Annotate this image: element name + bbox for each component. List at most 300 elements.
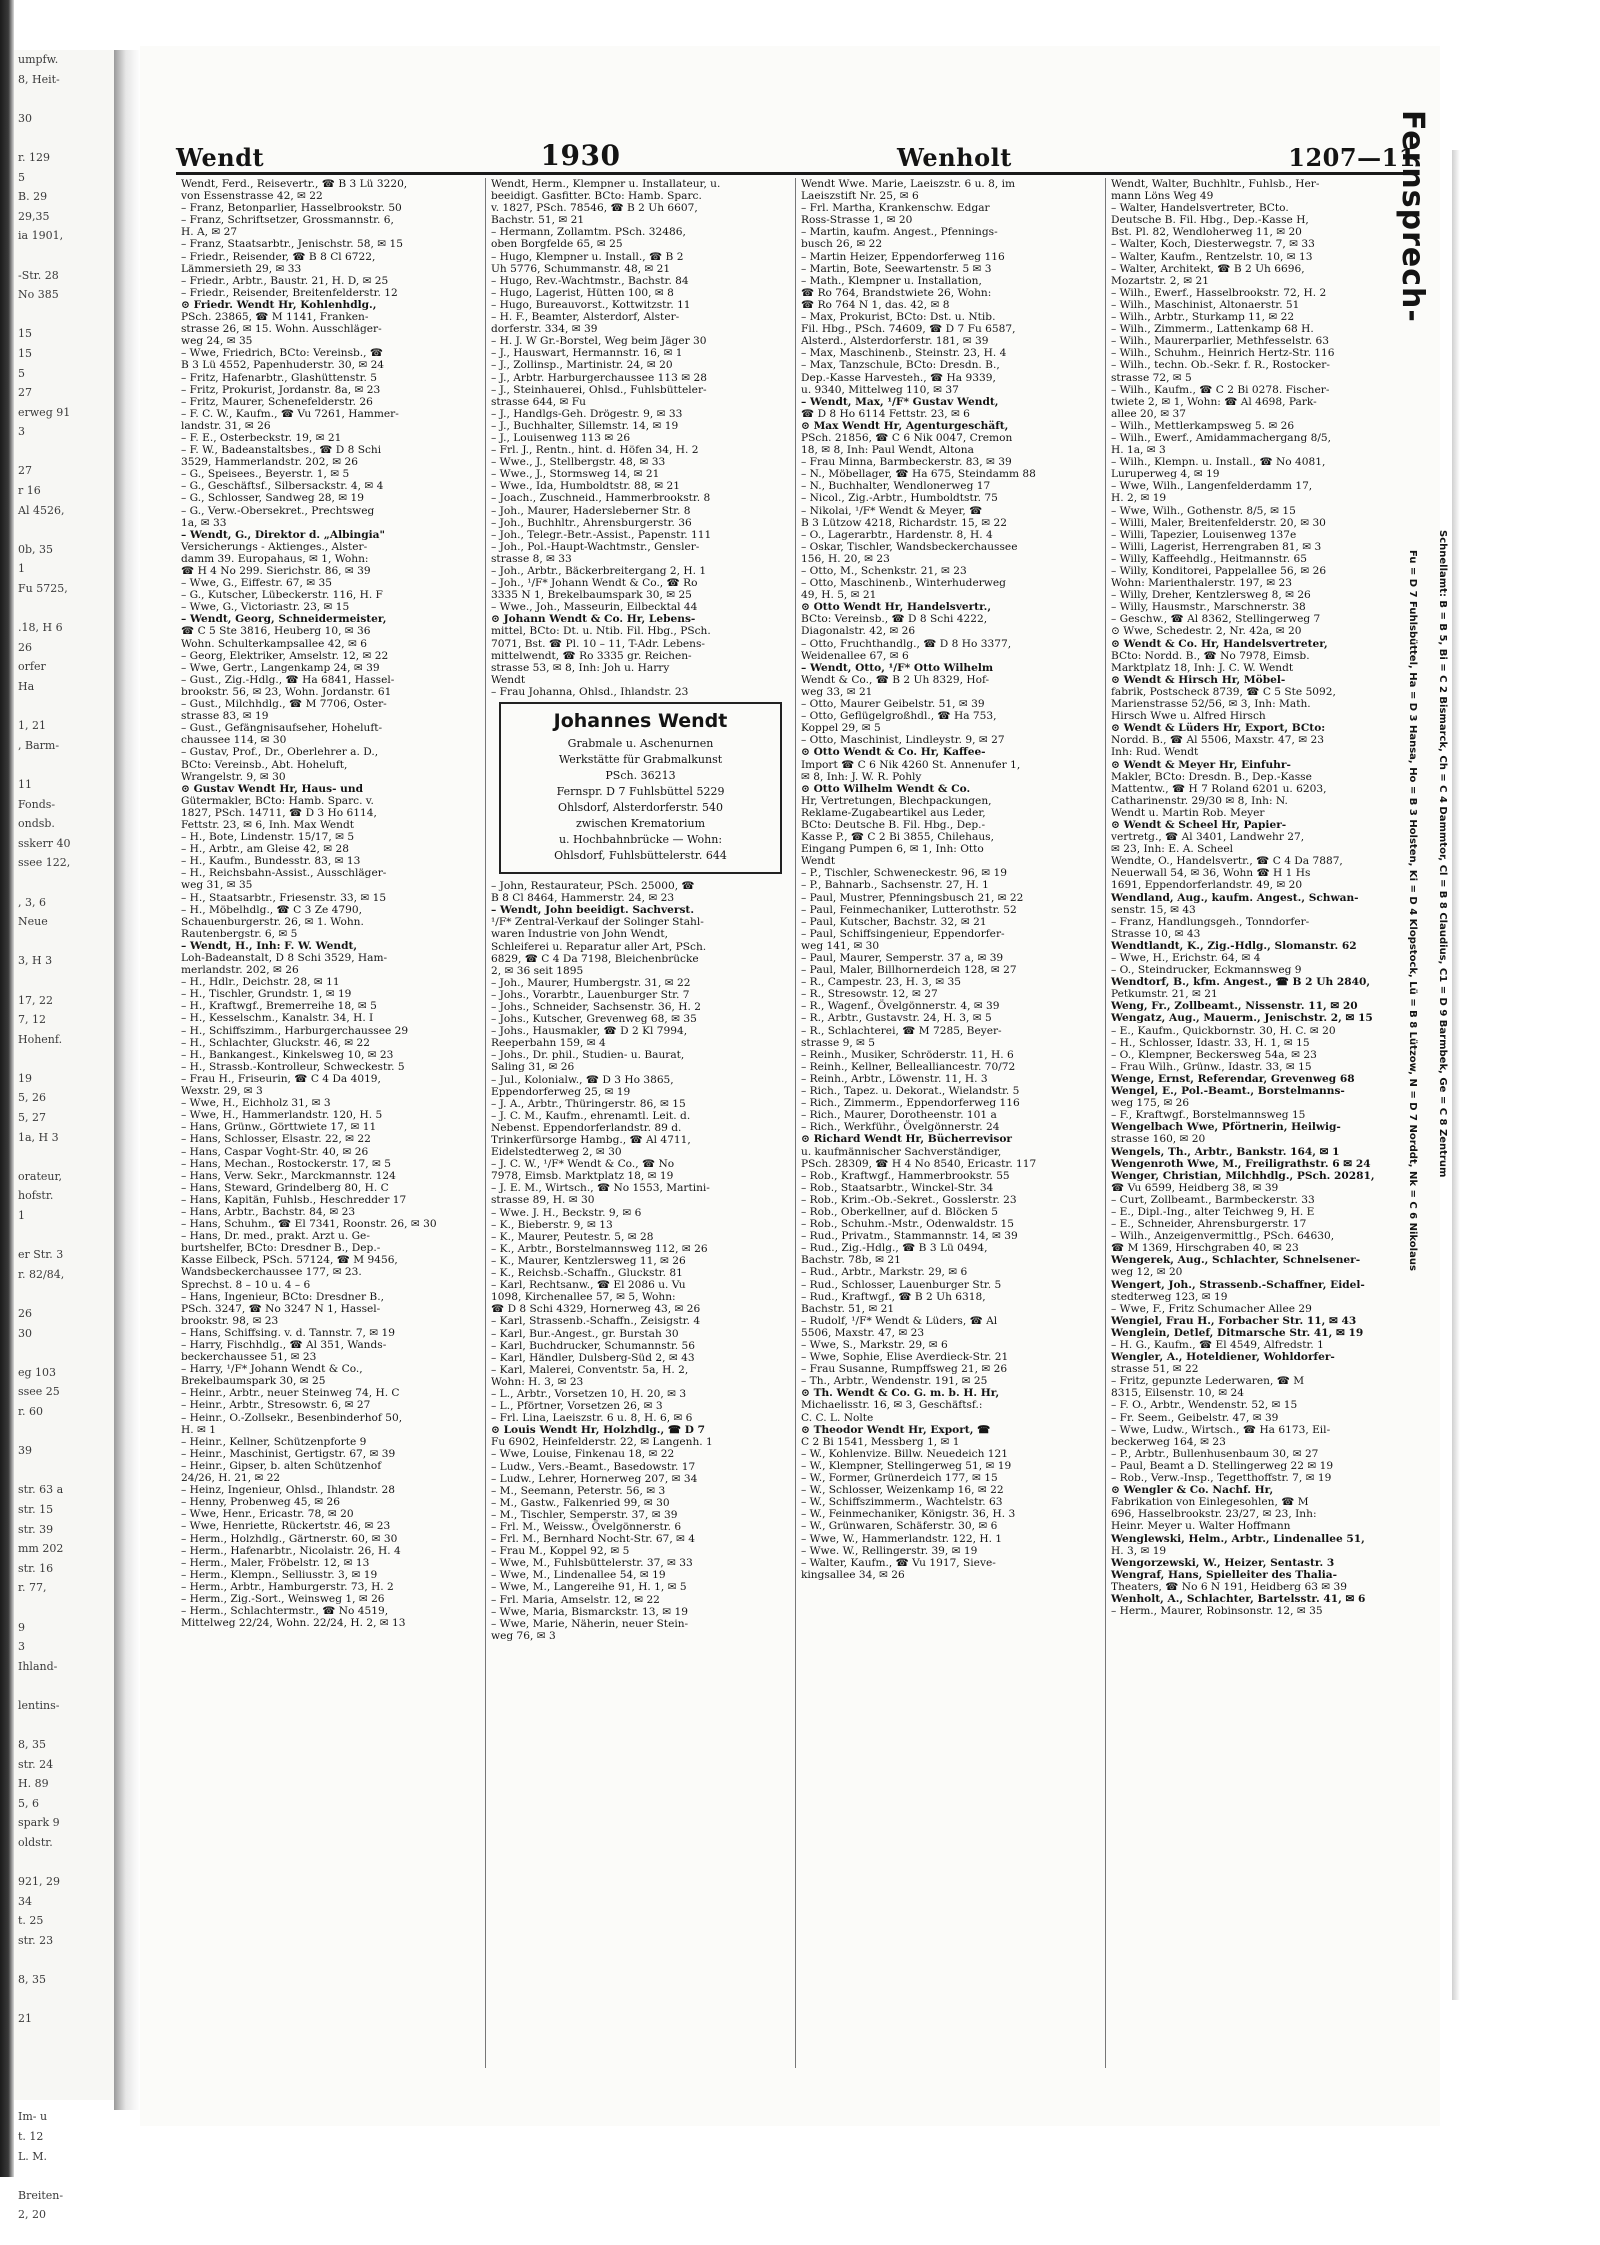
directory-entry: – Johs., Schneider, Sachsenstr. 36, H. 2: [491, 1000, 701, 1013]
directory-entry: brookstr. 56, ✉ 23, Wohn. Jordanstr. 61: [181, 685, 392, 698]
directory-entry: 8315, Eilsenstr. 10, ✉ 24: [1111, 1387, 1245, 1400]
directory-entry: Reeperbahn 159, ✉ 4: [491, 1037, 606, 1050]
previous-page-fragment: 3: [18, 1640, 25, 1654]
directory-entry: Hr, Vertretungen, Blechpackungen,: [801, 794, 992, 807]
directory-entry: busch 26, ✉ 22: [801, 238, 883, 251]
directory-entry: Schleiferei u. Reparatur aller Art, PSch.: [491, 940, 707, 953]
directory-entry: weg 33, ✉ 21: [801, 685, 873, 698]
directory-entry: – Nikolai, ¹/F* Wendt & Meyer, ☎: [801, 504, 983, 517]
directory-entry: – N., Möbellager, ☎ Ha 675, Steindamm 88: [801, 468, 1036, 481]
directory-entry: – Heinz, Ingenieur, Ohlsd., Ihlandstr. 28: [181, 1484, 396, 1497]
directory-entry: Wendt Wwe. Marie, Laeiszstr. 6 u. 8, im: [801, 178, 1016, 190]
directory-entry: – Hugo, Bureauvorst., Kottwitzstr. 11: [491, 298, 691, 311]
directory-entry-highlight: Wengler, A., Hoteldiener, Wohldorfer-: [1111, 1351, 1335, 1364]
directory-entry: – M., Gastw., Falkenried 99, ✉ 30: [491, 1496, 670, 1509]
directory-entry: – Wwe, G., Victoriastr. 23, ✉ 15: [181, 601, 350, 614]
directory-entry: – Paul, Feinmechaniker, Lutterothstr. 52: [801, 903, 1017, 916]
previous-page-fragment: , 3, 6: [18, 895, 46, 909]
previous-page-fragment: ssee 25: [18, 1385, 60, 1399]
previous-page-fragment: [14, 1343, 114, 1363]
directory-entry: – Max, Tanzschule, BCto: Dresdn. B.,: [801, 359, 1000, 372]
previous-page-fragment: str. 15: [18, 1502, 54, 1516]
directory-entry: vertretg., ☎ Al 3401, Landwehr 27,: [1111, 831, 1305, 844]
directory-entry-highlight: Wendtlandt, K., Zig.-Hdlg., Slomanstr. 62: [1111, 939, 1357, 952]
directory-entry: – M., Seemann, Peterstr. 56, ✉ 3: [491, 1484, 666, 1497]
directory-entry: 156, H. 20, ✉ 23: [801, 552, 890, 565]
directory-entry: Kasse P., ☎ C 2 Bi 3855, Chilehaus,: [801, 831, 994, 844]
directory-entry: – Martin, Bote, Seewartenstr. 5 ✉ 3: [801, 262, 992, 275]
previous-page-fragment: No 385: [18, 288, 59, 302]
directory-entry: – Ludw., Vers.-Beamt., Basedowstr. 17: [491, 1460, 696, 1473]
directory-entry: 7071, Bst. ☎ Pl. 10 – 11, T-Adr. Lebens-: [491, 637, 705, 650]
directory-entry: – Franz, Schriftsetzer, Grossmannstr. 6,: [181, 214, 394, 227]
directory-entry: – Rich., Maurer, Dorotheenstr. 101 a: [801, 1109, 997, 1122]
directory-entry: – R., Schlachterei, ☎ M 7285, Beyer-: [801, 1024, 1002, 1037]
directory-entry-highlight: Wendtorf, B., kfm. Angest., ☎ B 2 Uh 2840,: [1111, 976, 1371, 989]
directory-entry: – H., Strassb.-Kontrolleur, Schweckestr. 5: [181, 1060, 405, 1073]
directory-entry: – F. W., Badeanstaltsbes., ☎ D 8 Schi: [181, 444, 382, 457]
directory-entry: – Reinh., Musiker, Schröderstr. 11, H. 6: [801, 1048, 1014, 1061]
directory-entry: Neuerwall 54, ✉ 36, Wohn ☎ H 1 Hs: [1111, 867, 1311, 880]
advertisement-line: Werkstätte für Grabmalkunst: [558, 753, 723, 767]
directory-entry: 5506, Maxstr. 47, ✉ 23: [801, 1326, 925, 1339]
previous-page-fragment: 9: [18, 1620, 25, 1634]
directory-entry: – Karl, Strassenb.-Schaffn., Zeisigstr. 4: [491, 1315, 701, 1328]
directory-entry: Mittelweg 22/24, Wohn. 22/24, H. 2, ✉ 13: [181, 1617, 406, 1630]
previous-page-fragment: 0b, 35: [18, 542, 54, 556]
directory-entry: Nebenst. Eppendorferlandstr. 89 d.: [491, 1121, 682, 1134]
previous-page-fragment: 7, 12: [18, 1013, 46, 1027]
directory-entry: – Wilh., Kaufm., ☎ C 2 Bi 0278. Fischer-: [1111, 383, 1330, 396]
directory-entry: 49, H. 5, ✉ 21: [801, 589, 877, 602]
directory-entry: – Hugo, Klempner u. Install., ☎ B 2: [491, 250, 684, 263]
directory-entry: PSch. 23865, ☎ M 1141, Franken-: [181, 311, 369, 324]
directory-entry: – Rud., Kraftwgf., ☎ B 2 Uh 6318,: [801, 1290, 986, 1303]
directory-entry: BCto: Vereinsb., Abt. Hoheluft,: [181, 758, 348, 771]
directory-entry: – M., Tischler, Semperstr. 37, ✉ 39: [491, 1508, 678, 1521]
previous-page-fragment: [14, 520, 114, 540]
directory-entry: Wendt u. Martin Rob. Meyer: [1111, 806, 1265, 819]
directory-entry: – Otto, M., Schenkstr. 21, ✉ 23: [801, 565, 967, 577]
directory-entry: Sprechst. 8 – 10 u. 4 – 6: [181, 1278, 311, 1291]
directory-entry: Eidelstedterweg 2, ✉ 30: [491, 1146, 622, 1159]
directory-entry-highlight: – Wendt, H., Inh: F. W. Wendt,: [181, 939, 358, 952]
directory-entry: 3335 N 1, Brekelbaumspark 30, ✉ 25: [491, 589, 692, 602]
directory-entry: Diagonalstr. 42, ✉ 26: [801, 625, 916, 638]
directory-entry: – Joh., Maurer, Humbergstr. 31, ✉ 22: [491, 976, 691, 989]
directory-entry: – Wwe, M., Fuhlsbüttelerstr. 37, ✉ 33: [491, 1557, 693, 1570]
directory-entry: – Gust., Milchhdlg., ☎ M 7706, Oster-: [181, 698, 387, 711]
directory-entry: ☎ D 8 Ho 6114 Fettstr. 23, ✉ 6: [801, 407, 970, 420]
previous-page-fragment: [14, 1598, 114, 1618]
directory-entry: Hirsch Wwe u. Alfred Hirsch: [1111, 710, 1266, 723]
previous-page-fragment: Hohenf.: [18, 1032, 63, 1046]
previous-page-fragment: [14, 305, 114, 325]
advertisement-line: PSch. 36213: [605, 769, 676, 783]
side-exchange-list-b: Schnellamt: B = B 5, Bi = C 2 Bismarck, Ch = C 4 Dammtor, Cl = B 8 Claudius, C1 = D 9 Barmbek, Ge = C 8 Zentrum: [1437, 530, 1448, 1178]
scan-gutter: [0, 0, 14, 2177]
directory-entry: – Karl, Bur.-Angest., gr. Burstah 30: [491, 1327, 679, 1340]
previous-page-fragment: 1a, H 3: [18, 1130, 59, 1144]
directory-entry: Makler, BCto: Dresdn. B., Dep.-Kasse: [1111, 770, 1312, 783]
directory-entry: Wandsbeckerchaussee 177, ✉ 23.: [181, 1266, 362, 1279]
directory-entry: – O., Lagerarbtr., Hardenstr. 8, H. 4: [801, 528, 993, 541]
directory-entry: beckerchaussee 51, ✉ 23: [181, 1351, 317, 1364]
directory-entry: – Frau Minna, Barmbeckerstr. 83, ✉ 39: [801, 456, 1012, 469]
directory-entry: – Wilh., Arbtr., Sturkamp 11, ✉ 22: [1111, 311, 1295, 324]
directory-entry: ☎ H 4 No 299. Sierichstr. 86, ✉ 39: [181, 565, 371, 577]
directory-entry: – Wwe, Friedrich, BCto: Vereinsb., ☎: [181, 347, 384, 360]
previous-page-fragment: H. 89: [18, 1777, 49, 1791]
directory-entry: weg 24, ✉ 35: [181, 335, 253, 348]
directory-entry: – H., Kaufm., Bundesstr. 83, ✉ 13: [181, 855, 361, 868]
directory-entry: brookstr. 98, ✉ 23: [181, 1314, 279, 1327]
directory-entry: – Paul, Beamt a D. Stellingerweg 22 ✉ 19: [1111, 1459, 1334, 1472]
directory-entry: – Wwe, Wilh., Langenfelderdamm 17,: [1111, 480, 1313, 493]
directory-entry: Wexstr. 29, ✉ 3: [181, 1085, 263, 1098]
directory-entry: – Otto, Geflügelgroßhdl., ☎ Ha 753,: [801, 710, 997, 723]
previous-page-fragment: ondsb.: [18, 817, 55, 831]
directory-entry: PSch. 21856, ☎ C 6 Nik 0047, Cremon: [801, 431, 1013, 444]
previous-page-fragment: 8, 35: [18, 1738, 46, 1752]
directory-entry: – Wilh., Maurerparlier, Methfesselstr. 63: [1111, 335, 1330, 348]
previous-page-fragment: [14, 755, 114, 775]
directory-entry: Eingang Pumpen 6, ✉ 1, Inh: Otto: [801, 843, 984, 856]
directory-entry: 3529, Hammerlandstr. 202, ✉ 26: [181, 456, 358, 469]
directory-entry: – Gust., Gefängnisaufseher, Hoheluft-: [181, 722, 383, 735]
previous-page-fragment: 29⁠,⁠35: [18, 209, 50, 223]
directory-entry: – Franz, Staatsarbtr., Jenischstr. 58, ✉ 15: [181, 238, 403, 251]
advertisement-box: [499, 702, 782, 874]
directory-entry: – Gustav, Prof., Dr., Oberlehrer a. D.,: [181, 746, 379, 759]
directory-entry: – W., Kohlenvize. Billw. Neuedeich 121: [801, 1447, 1008, 1460]
previous-page-fragment: t. 12: [18, 2129, 44, 2143]
previous-page-fragment: r. 60: [18, 1404, 44, 1418]
previous-page-fragment: 5, 6: [18, 1796, 39, 1810]
directory-entry: Trinkerfürsorge Hambg., ☎ Al 4711,: [491, 1134, 691, 1146]
previous-page-fragment: Fonds-: [18, 797, 56, 811]
directory-entry: – R., Stresowstr. 12, ✉ 27: [801, 988, 938, 1001]
directory-entry: – Wilh., Klempn. u. Install., ☎ No 4081,: [1111, 456, 1326, 469]
directory-entry: – W., Schlosser, Weizenkamp 16, ✉ 22: [801, 1484, 1004, 1497]
directory-entry: – Curt, Zollbeamt., Barmbeckerstr. 33: [1111, 1193, 1315, 1206]
directory-entry: Reklame-Zugabeartikel aus Leder,: [801, 806, 986, 819]
directory-entry: – N., Buchhalter, Wendlonerweg 17: [801, 480, 991, 493]
directory-entry: – W., Schiffszimmerm., Wachtelstr. 63: [801, 1496, 1003, 1509]
directory-entry: 2, ✉ 36 seit 1895: [491, 964, 584, 977]
directory-entry: waren Industrie von John Wendt,: [491, 928, 669, 941]
directory-entry: – Frl. Maria, Amselstr. 12, ✉ 22: [491, 1593, 660, 1606]
previous-page-fragment: 1: [18, 1209, 25, 1223]
book-binding: [114, 50, 140, 2110]
directory-entry: weg 31, ✉ 35: [181, 879, 253, 892]
previous-page-fragment: orateur,: [18, 1169, 62, 1183]
directory-entry-highlight: Wengels, Th., Arbtr., Bankstr. 164, ✉ 1: [1111, 1145, 1340, 1158]
directory-entry: strasse 644, ✉ Fu: [491, 395, 586, 408]
directory-entry: – Rich., Werkführ., Övelgönnerstr. 24: [801, 1121, 1000, 1134]
directory-entry: 1098, Kirchenallee 57, ✉ 5, Wohn:: [491, 1291, 676, 1304]
previous-page-fragment: r. 77,: [18, 1581, 47, 1595]
directory-entry: – Paul, Maler, Billhornerdeich 128, ✉ 27: [801, 964, 1017, 977]
previous-page-fragment: [14, 1715, 114, 1735]
directory-entry: – Walter, Kaufm., ☎ Vu 1917, Sieve-: [801, 1556, 996, 1569]
directory-entry: – Harry, Fischhdlg., ☎ Al 351, Wands-: [181, 1339, 387, 1351]
directory-entry: – W., Former, Grünerdeich 177, ✉ 15: [801, 1472, 998, 1485]
page-header: [176, 138, 1416, 175]
directory-entry: – Franz, Handlungsgeh., Tonndorfer-: [1111, 915, 1310, 928]
directory-entry: – Johs., Hausmakler, ☎ D 2 Kl 7994,: [491, 1025, 688, 1038]
directory-entry: – Hans, Grünw., Görttwiete 17, ✉ 11: [181, 1121, 377, 1134]
directory-entry: – Frau Johanna, Ohlsd., Ihlandstr. 23: [491, 685, 689, 698]
previous-page-fragment: oldstr.: [18, 1836, 53, 1850]
directory-entry: Petkumstr. 21, ✉ 21: [1111, 988, 1218, 1001]
directory-entry: – E., Dipl.-Ing., alter Teichweg 9, H. E: [1111, 1205, 1315, 1218]
previous-page-fragment: [14, 873, 114, 893]
directory-entry: – Joh., Pol.-Haupt-Wachtmstr., Gensler-: [491, 540, 700, 553]
directory-entry: – Oskar, Tischler, Wandsbeckerchaussee: [801, 540, 1018, 553]
directory-entry: weg 76, ✉ 3: [491, 1629, 556, 1642]
directory-entry: strasse 8, ✉ 33: [491, 552, 572, 565]
directory-entry: mittel, BCto: Dt. u. Ntib. Fil. Hbg., PSch.: [491, 625, 711, 638]
directory-entry: – Wwe. J. H., Beckstr. 9, ✉ 6: [491, 1206, 642, 1219]
directory-entry: – Fritz, gepunzte Lederwaren, ☎ M: [1111, 1375, 1305, 1388]
previous-page-fragment: 3, H 3: [18, 954, 53, 968]
previous-page-fragment: spark 9: [18, 1816, 60, 1830]
directory-entry: – R., Arbtr., Gustavstr. 24, H. 3, ✉ 5: [801, 1012, 992, 1025]
directory-entry: – Willi, Lagerist, Herrengraben 81, ✉ 3: [1111, 540, 1322, 553]
directory-entry: – Jul., Kolonialw., ☎ D 3 Ho 3865,: [491, 1073, 674, 1086]
directory-entry: – Henny, Probenweg 45, ✉ 26: [181, 1496, 340, 1509]
previous-page-fragment: [14, 2049, 114, 2069]
directory-entry: oben Borgfelde 65, ✉ 25: [491, 238, 623, 251]
directory-entry: – Friedr., Reisender, ☎ B 8 Cl 6722,: [181, 250, 376, 263]
directory-entry: – Wwe, S., Markstr. 29, ✉ 6: [801, 1339, 948, 1351]
directory-entry: – R., Wagenf., Övelgönnerstr. 4, ✉ 39: [801, 1000, 1000, 1013]
directory-entry: – G., Kutscher, Lübeckerstr. 116, H. F: [181, 589, 383, 602]
previous-page-fragment: 17, 22: [18, 993, 53, 1007]
previous-page-fragment: orfer: [18, 660, 46, 674]
directory-entry-highlight: Wengorzewski, W., Heizer, Sentastr. 3: [1111, 1556, 1335, 1569]
directory-entry: Dep.-Kasse Harvesteh., ☎ Ha 9339,: [801, 371, 996, 384]
directory-entry: – Nicol., Zig.-Arbtr., Humboldtstr. 75: [801, 492, 998, 505]
directory-entry: – Herm., Hafenarbtr., Nicolaistr. 26, H. 4: [181, 1544, 401, 1557]
directory-entry: von Essenstrasse 42, ✉ 22: [181, 190, 323, 203]
previous-page-fragment: [14, 89, 114, 109]
directory-entry: Wendt & Co., ☎ B 2 Uh 8329, Hof-: [801, 673, 990, 686]
directory-entry: strasse 89, H. ✉ 30: [491, 1194, 595, 1207]
directory-entry: – Rud., Privatm., Stammannstr. 14, ✉ 39: [801, 1230, 1018, 1243]
previous-page-fragment: ia 1901,: [18, 229, 64, 243]
directory-entry-highlight: Weng, Fr., Zollbeamt., Nissenstr. 11, ✉ 20: [1111, 1000, 1358, 1013]
directory-entry: – L., Pförtner, Vorsetzen 26, ✉ 3: [491, 1400, 663, 1413]
previous-page-fragment: 3: [18, 425, 25, 439]
directory-entry: Versicherungs - Aktienges., Alster-: [181, 540, 368, 553]
directory-entry: – Rob., Verw.-Insp., Tegetthoffstr. 7, ✉ 19: [1111, 1472, 1332, 1485]
directory-entry: chaussee 114, ✉ 30: [181, 734, 287, 747]
directory-entry-highlight: ⊙ Louis Wendt Hr, Holzhdlg., ☎ D 7: [491, 1424, 705, 1437]
directory-entry: – K., Reichsb.-Schaffn., Gluckstr. 81: [491, 1267, 683, 1280]
directory-entry: – Heinr., Kellner, Schützenpforte 9: [181, 1435, 367, 1448]
directory-entry: ☎ C 5 Ste 3816, Heuberg 10, ✉ 36: [181, 625, 371, 638]
previous-page-fragment: 19: [18, 1071, 32, 1085]
directory-entry: – Walter, Architekt, ☎ B 2 Uh 6696,: [1111, 262, 1305, 275]
directory-entry: – Otto, Fruchthandlg., ☎ D 8 Ho 3377,: [801, 637, 1012, 650]
directory-entry: strasse 72, ✉ 5: [1111, 371, 1192, 384]
directory-entry: – Hans, Verw. Sekr., Marckmannstr. 124: [181, 1169, 396, 1182]
directory-entry: u. 9340, Mittelweg 110, ✉ 37: [801, 383, 959, 396]
directory-entry: – Rich., Tapez. u. Dekorat., Wielandstr. 5: [801, 1085, 1020, 1098]
directory-entry-highlight: Wengiel, Frau H., Forbacher Str. 11, ✉ 43: [1111, 1314, 1357, 1327]
directory-entry: Wendt, Ferd., Reisevertr., ☎ B 3 Lü 3220,: [181, 178, 408, 190]
directory-entry: – Reinh., Arbtr., Löwenstr. 11, H. 3: [801, 1072, 988, 1085]
column-1: [176, 178, 486, 2068]
directory-entry: – E., Schneider, Ahrensburgerstr. 17: [1111, 1218, 1307, 1231]
directory-entry: – Heinr., Maschinist, Gertigstr. 67, ✉ 39: [181, 1447, 396, 1460]
directory-entry: Wendte, O., Handelsvertr., ☎ C 4 Da 7887,: [1111, 855, 1343, 868]
directory-entry: strasse 51, ✉ 22: [1111, 1363, 1199, 1376]
directory-entry: – Herm., Schlachtermstr., ☎ No 4519,: [181, 1605, 389, 1618]
directory-entry: ☎ D 8 Schi 4329, Hornerweg 43, ✉ 26: [491, 1303, 701, 1316]
directory-entry: Gütermakler, BCto: Hamb. Sparc. v.: [181, 794, 374, 807]
side-exchange-list-a: Fu = D 7 Fuhlsbüttel, Ha = D 3 Hansa, Ho = B 3 Holsten, Ki = D 4 Klopstock, Lü = B 8 Lützow, N = D 7 Norddt, Nk = C 6 Nikolaus: [1407, 550, 1418, 1271]
directory-entry: – Willi, Maler, Breitenfelderstr. 20, ✉ 30: [1111, 516, 1326, 529]
directory-entry: – Max, Maschinenb., Steinstr. 23, H. 4: [801, 347, 1007, 360]
directory-entry: twiete 2, ✉ 1, Wohn: ☎ Al 4698, Park-: [1111, 395, 1317, 408]
directory-entry: – Wwe, Louise, Finkenau 18, ✉ 22: [491, 1448, 675, 1461]
directory-entry: kingsallee 34, ✉ 26: [801, 1568, 905, 1581]
directory-entry: – Frau M., Koppel 92, ✉ 5: [491, 1545, 630, 1558]
directory-entry: – Wilh., Anzeigenvermittlg., PSch. 64630,: [1111, 1230, 1335, 1243]
previous-page-fragment: [14, 1676, 114, 1696]
directory-entry: – Otto, Maurer Geibelstr. 51, ✉ 39: [801, 698, 985, 711]
directory-entry: – Joh., Maurer, Hadersleberner Str. 8: [491, 504, 691, 517]
directory-entry: – J. A., Arbtr., Thüringerstr. 86, ✉ 15: [491, 1097, 686, 1110]
directory-entry: – Karl, Malerei, Conventstr. 5a, H. 2,: [491, 1363, 689, 1376]
directory-entry-highlight: Wenholt, A., Schlachter, Bartelsstr. 41, ✉ 6: [1111, 1592, 1366, 1605]
directory-entry: – Wilh., Schuhm., Heinrich Hertz-Str. 116: [1111, 347, 1335, 360]
directory-entry: – P., Tischler, Schweneckestr. 96, ✉ 19: [801, 867, 1008, 880]
directory-entry: – John, Restaurateur, PSch. 25000, ☎: [491, 880, 695, 893]
directory-entry: – Rob., Kraftwgf., Hammerbrookstr. 55: [801, 1169, 1010, 1182]
directory-entry: Lämmersieth 29, ✉ 33: [181, 262, 302, 275]
directory-entry: – Wilh., techn. Ob.-Sekr. f. R., Rostocker-: [1111, 359, 1330, 372]
directory-entry: – H., Kesselschm., Kanalstr. 34, H. I: [181, 1012, 374, 1025]
directory-entry: B 8 Cl 8464, Hammerstr. 24, ✉ 23: [491, 892, 675, 905]
previous-page-fragment: 2, 20: [18, 2208, 46, 2222]
directory-entry: – Johs., Vorarbtr., Lauenburger Str. 7: [491, 988, 690, 1001]
directory-entry: – Karl, Händler, Dulsberg-Süd 2, ✉ 43: [491, 1351, 695, 1364]
telephone-exchange-strip: [1395, 110, 1448, 1790]
directory-entry: weg 12, ✉ 20: [1111, 1266, 1183, 1279]
directory-entry: H. ✉ 1: [181, 1423, 216, 1436]
directory-entry: – Wwe, Ludw., Wirtsch., ☎ Ha 6173, Eil-: [1111, 1423, 1331, 1436]
previous-page-fragment: [14, 2225, 114, 2245]
directory-entry: damm 39. Europahaus, ✉ 1, Wohn:: [181, 552, 369, 565]
directory-entry-highlight: ⊙ Wendt & Hirsch Hr, Möbel-: [1111, 673, 1286, 686]
previous-page-fragment: , Barm-: [18, 738, 60, 752]
directory-entry: strasse 160, ✉ 20: [1111, 1133, 1206, 1146]
directory-entry: Saling 31, ✉ 26: [491, 1061, 575, 1074]
directory-entry: u. kaufmännischer Sachverständiger,: [801, 1145, 1002, 1158]
previous-page-fragment: [14, 2029, 114, 2049]
header-last-name: Wenholt: [896, 143, 1012, 172]
directory-entry: – Hans, Schuhm., ☎ El 7341, Roonstr. 26, ✉ 30: [181, 1218, 437, 1231]
directory-entry: C 2 Bi 1541, Messberg 1, ✉ 1: [801, 1435, 960, 1448]
previous-page-fragment: [14, 1284, 114, 1304]
directory-entry-highlight: Wenglein, Detlef, Ditmarsche Str. 41, ✉ 19: [1111, 1326, 1364, 1339]
previous-page-fragment: ssee 122,: [18, 856, 71, 870]
directory-entry: Heinr. Meyer u. Walter Hoffmann: [1111, 1520, 1291, 1533]
directory-entry-highlight: ⊙ Otto Wilhelm Wendt & Co.: [801, 782, 971, 795]
directory-entry: Mattentw., ☎ H 7 Roland 6201 u. 6203,: [1111, 782, 1327, 795]
previous-page-fragment: [14, 932, 114, 952]
directory-entry: – Frl. M., Weissw., Övelgönnerstr. 6: [491, 1521, 682, 1533]
directory-entry: – Hans, Mechan., Rostockerstr. 17, ✉ 5: [181, 1157, 391, 1170]
directory-entry: – Hans, Schiffsing. v. d. Tannstr. 7, ✉ 19: [181, 1326, 396, 1339]
directory-entry: weg 141, ✉ 30: [801, 939, 880, 952]
directory-entry: – Fritz, Maurer, Schenefelderstr. 26: [181, 395, 373, 408]
directory-entry: – Friedr., Reisender, Breitenfelderstr. 12: [181, 286, 398, 299]
directory-entry: Import ☎ C 6 Nik 4260 St. Annenufer 1,: [801, 758, 1021, 771]
previous-page-fragment: [14, 1951, 114, 1971]
directory-entry-highlight: Wenger, Christian, Milchhdlg., PSch. 20281,: [1111, 1169, 1375, 1182]
directory-entry: – Heinr., Arbtr., neuer Steinweg 74, H. C: [181, 1387, 400, 1400]
directory-entry: – Gust., Zig.-Hdlg., ☎ Ha 6841, Hassel-: [181, 673, 395, 686]
previous-page-fragment: Ha: [18, 680, 35, 693]
directory-entry-highlight: ⊙ Richard Wendt Hr, Bücherrevisor: [801, 1133, 1012, 1146]
previous-page-fragment: lentins-: [18, 1698, 60, 1712]
advertisement-line: Ohlsdorf, Alsterdorferstr. 540: [557, 801, 724, 815]
directory-entry: – Willy, Hausmstr., Marschnerstr. 38: [1111, 601, 1306, 614]
directory-entry: – Wwe. W., Rellingerstr. 39, ✉ 19: [801, 1544, 978, 1557]
directory-entry: H. 3, ✉ 19: [1111, 1544, 1167, 1557]
directory-entry: – J., Hauswart, Hermannstr. 16, ✉ 1: [491, 347, 683, 360]
previous-page-fragment: [14, 2166, 114, 2186]
directory-entry: PSch. 3247, ☎ No 3247 N 1, Hassel-: [181, 1302, 381, 1315]
directory-entry: – E., Kaufm., Quickbornstr. 30, H. C. ✉ 20: [1111, 1024, 1336, 1037]
directory-entry-highlight: ⊙ Wengler & Co. Nachf. Hr,: [1111, 1484, 1274, 1497]
directory-entry: ☎ M 1369, Hirschgraben 40, ✉ 23: [1111, 1242, 1299, 1255]
previous-page-fragment: 27: [18, 386, 32, 400]
directory-entry-highlight: – Wendt, John beeidigt. Sachverst.: [491, 904, 695, 917]
directory-entry-highlight: ⊙ Wendt & Lüders Hr, Export, BCto:: [1111, 722, 1326, 735]
directory-entry: Michaelisstr. 16, ✉ 3, Geschäftsf.:: [801, 1399, 983, 1412]
directory-entry: – H. J. W Gr.-Borstel, Weg beim Jäger 30: [491, 335, 707, 348]
previous-page-fragment: 8, Heit-: [18, 72, 60, 86]
previous-page-fragment: Fu 5725,: [18, 582, 68, 596]
directory-entry: – Johs., Dr. phil., Studien- u. Baurat,: [491, 1049, 685, 1062]
directory-entry-highlight: Wengel, E., Pol.-Beamt., Borstelmanns-: [1111, 1085, 1345, 1098]
directory-entry: Wohn. Schulterkampsallee 42, ✉ 6: [181, 637, 367, 650]
directory-entry: 6829, ☎ C 4 Da 7198, Bleichenbrücke: [491, 952, 699, 965]
previous-page-fragment: [14, 2088, 114, 2108]
directory-entry: 1691, Eppendorferlandstr. 49, ✉ 20: [1111, 879, 1303, 892]
directory-entry: – J., Zollinsp., Martinistr. 24, ✉ 20: [491, 359, 673, 372]
directory-entry: – G., Schlosser, Sandweg 28, ✉ 19: [181, 492, 365, 505]
directory-entry: – Paul, Kutscher, Bachstr. 32, ✉ 21: [801, 915, 987, 928]
directory-entry: – Harry, ¹/F* Johann Wendt & Co.,: [181, 1363, 363, 1376]
entry-columns: [176, 178, 1416, 2068]
advertisement-line: Ohlsdorf, Fuhlsbüttelerstr. 644: [554, 849, 727, 863]
previous-page-fragment: 5, 26: [18, 1091, 46, 1105]
directory-entry: Wendt: [491, 673, 526, 686]
previous-page-fragment: t. 25: [18, 1914, 44, 1928]
directory-entry: – Th., Arbtr., Wendenstr. 191, ✉ 25: [801, 1375, 988, 1388]
directory-entry: – P., Arbtr., Bullenhusenbaum 30, ✉ 27: [1111, 1447, 1319, 1460]
directory-entry: Fu 6902, Heinfelderstr. 22, ✉ Langenh. 1: [491, 1436, 713, 1449]
directory-entry: ⊙ Wwe, Schedestr. 2, Nr. 42a, ✉ 20: [1111, 625, 1302, 638]
column-2: [486, 178, 796, 2068]
